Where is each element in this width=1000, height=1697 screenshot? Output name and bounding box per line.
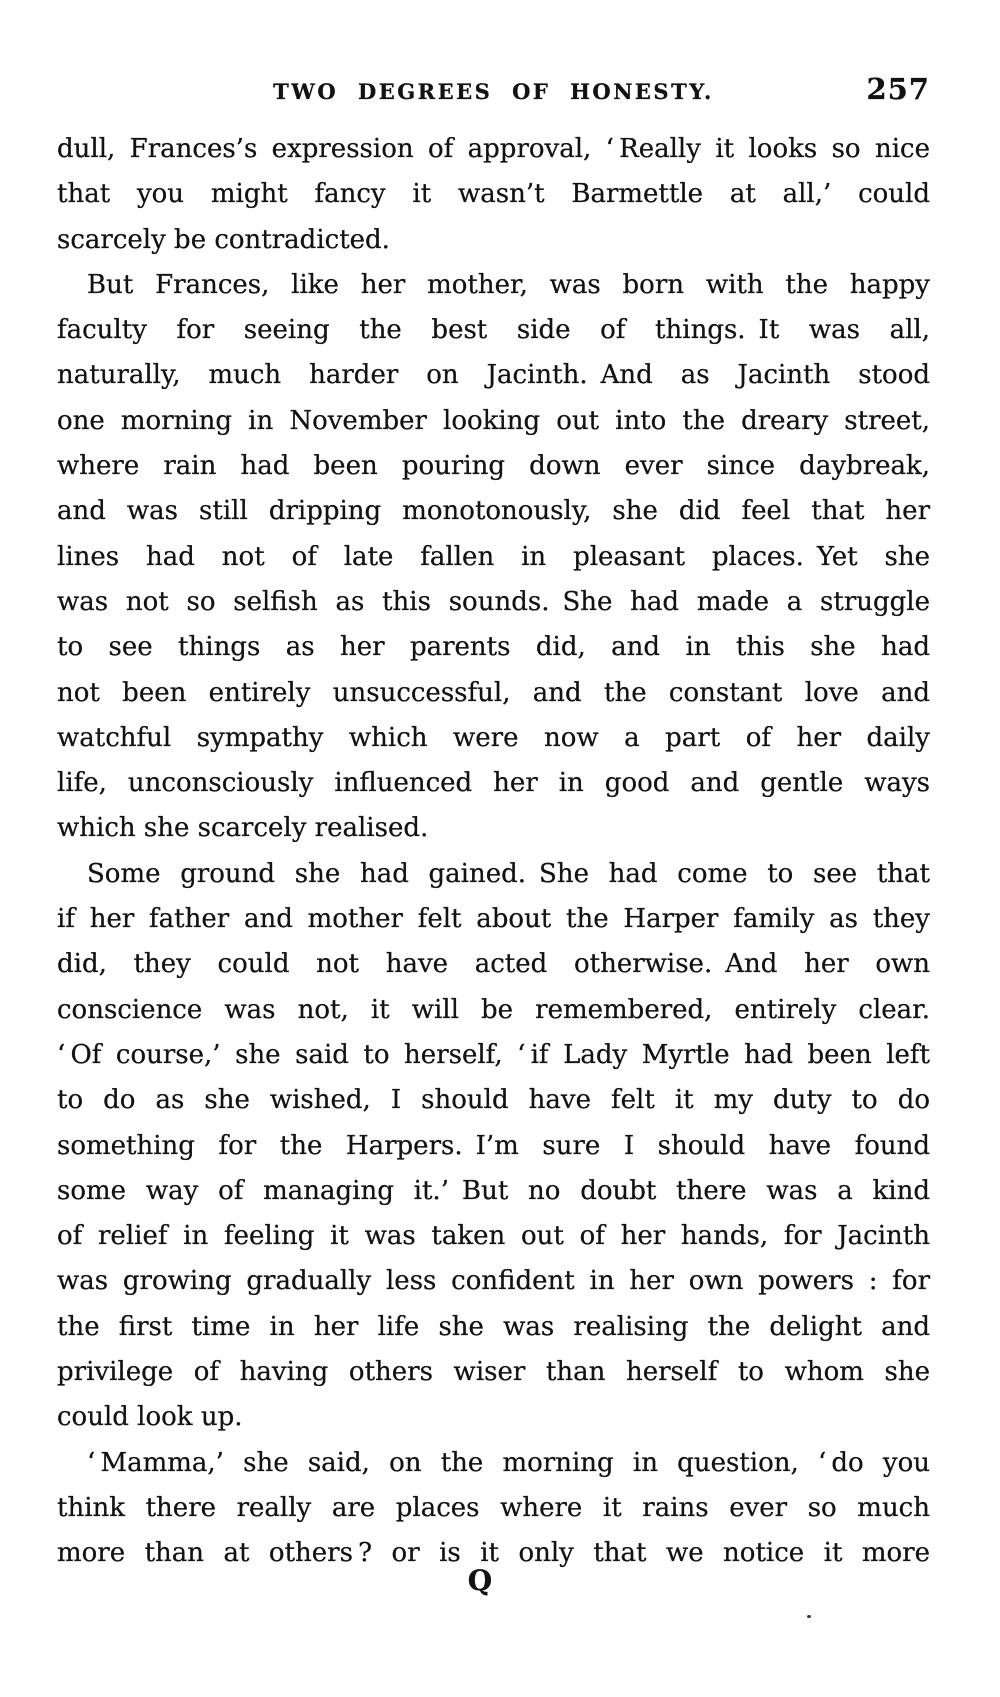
text-line: that you might fancy it wasn’t Barmettle at all,’ could bbox=[57, 179, 930, 210]
text-line: to see things as her parents did, and in this she had bbox=[57, 632, 930, 663]
text-line: naturally, much harder on Jacinth. And as Jacinth stood bbox=[57, 360, 930, 391]
body-text bbox=[57, 127, 930, 1577]
text-line: could look up. bbox=[57, 1402, 243, 1433]
text-line: ‘ Of course,’ she said to herself, ‘ if Lady Myrtle had been left bbox=[57, 1039, 930, 1070]
text-line: Some ground she had gained. She had come to see that bbox=[87, 858, 930, 889]
text-line: watchful sympathy which were now a part of her daily bbox=[57, 722, 930, 753]
text-line: of relief in feeling it was taken out of her hands, for Jacinth bbox=[57, 1221, 930, 1252]
text-line: lines had not of late fallen in pleasant places. Yet she bbox=[57, 541, 930, 572]
text-line: to do as she wished, I should have felt it my duty to do bbox=[57, 1085, 930, 1116]
text-line: privilege of having others wiser than herself to whom she bbox=[57, 1357, 930, 1388]
text-line: one morning in November looking out into the dreary street, bbox=[57, 405, 930, 436]
text-line: did, they could not have acted otherwise. And her own bbox=[57, 949, 930, 980]
printer-signature-mark: Q bbox=[467, 1564, 493, 1597]
text-line: something for the Harpers. I’m sure I should have found bbox=[57, 1130, 930, 1161]
text-line: was growing gradually less confident in her own powers : for bbox=[57, 1266, 930, 1297]
text-line: But Frances, like her mother, was born with the happy bbox=[87, 269, 930, 300]
text-line: if her father and mother felt about the Harper family as they bbox=[57, 904, 930, 935]
scan-speck bbox=[807, 1615, 811, 1618]
text-line: dull, Frances’s expression of approval, ‘ Really it looks so nice bbox=[57, 134, 930, 164]
text-line: and was still dripping monotonously, she did feel that her bbox=[57, 496, 930, 527]
text-line: ‘ Mamma,’ she said, on the morning in question, ‘ do you bbox=[87, 1447, 930, 1478]
text-line: more than at others ? or is it only that we notice it more bbox=[57, 1538, 930, 1569]
text-line: faculty for seeing the best side of things. It was all, bbox=[57, 315, 930, 346]
page-number: 257 bbox=[866, 72, 930, 106]
text-line: some way of managing it.’ But no doubt there was a kind bbox=[57, 1175, 930, 1206]
text-line: scarcely be contradicted. bbox=[57, 224, 390, 255]
text-line: not been entirely unsuccessful, and the constant love and bbox=[57, 677, 930, 708]
text-line: where rain had been pouring down ever since daybreak, bbox=[57, 451, 930, 482]
text-line: think there really are places where it rains ever so much bbox=[57, 1492, 930, 1523]
running-header-title: TWO DEGREES OF HONESTY. bbox=[273, 79, 714, 104]
text-line: conscience was not, it will be remembered, entirely clear. bbox=[57, 994, 930, 1025]
text-line: life, unconsciously influenced her in good and gentle ways bbox=[57, 768, 930, 799]
text-line: was not so selfish as this sounds. She had made a struggle bbox=[57, 586, 930, 617]
text-line: the first time in her life she was realising the delight and bbox=[57, 1311, 930, 1342]
text-line: which she scarcely realised. bbox=[57, 813, 429, 844]
